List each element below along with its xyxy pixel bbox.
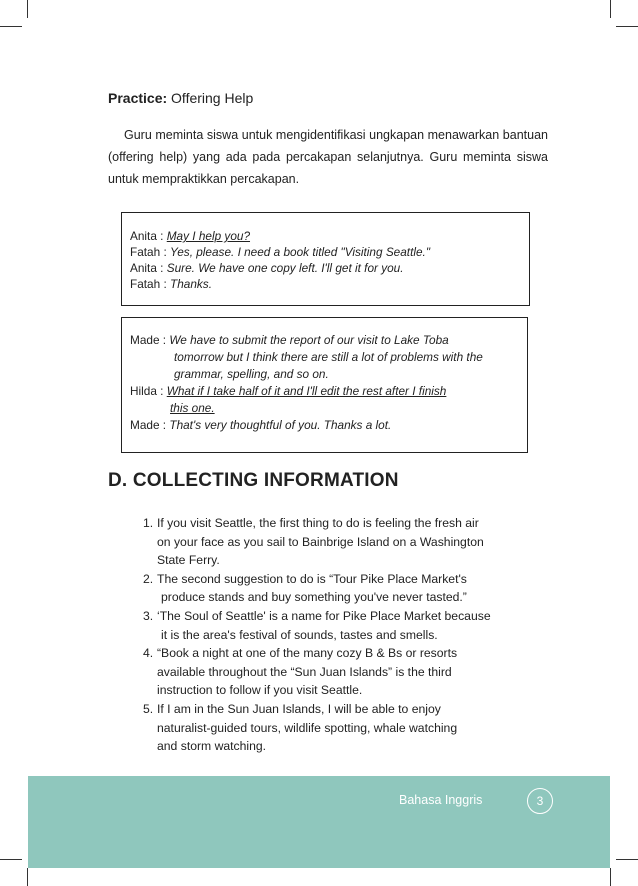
item-number: 5. bbox=[143, 701, 154, 716]
speaker: Fatah : bbox=[130, 277, 167, 291]
list-item bbox=[143, 700, 543, 756]
speech: Yes, please. I need a book titled "Visiting Seattle." bbox=[170, 245, 431, 259]
speech-continued: tomorrow but I think there are still a lot of problems with the bbox=[174, 350, 483, 364]
speaker: Hilda : bbox=[130, 384, 164, 398]
item-line: and storm watching. bbox=[157, 739, 267, 754]
item-line: naturalist-guided tours, wildlife spotting, whale watching bbox=[157, 720, 458, 735]
item-line: “Book a night at one of the many cozy B & Bs or resorts bbox=[157, 646, 458, 661]
list-item bbox=[143, 514, 543, 570]
crop-mark bbox=[616, 26, 638, 27]
crop-mark bbox=[0, 859, 22, 860]
speaker: Made : bbox=[130, 333, 167, 347]
item-line: ‘The Soul of Seattle' is a name for Pike Place Market because bbox=[157, 608, 491, 623]
practice-title bbox=[108, 90, 253, 106]
list-item bbox=[143, 644, 543, 700]
dialog-box-2 bbox=[121, 317, 528, 453]
dialog-line bbox=[130, 332, 449, 349]
crop-mark bbox=[610, 868, 611, 886]
item-line: on your face as you sail to Bainbrige Island on a Washington bbox=[157, 534, 484, 549]
speaker: Anita : bbox=[130, 261, 164, 275]
item-line: instruction to follow if you visit Seattle. bbox=[157, 683, 363, 698]
item-line: State Ferry. bbox=[157, 553, 220, 568]
crop-mark bbox=[616, 859, 638, 860]
dialog-box-1 bbox=[121, 212, 530, 306]
item-line: If I am in the Sun Juan Islands, I will be able to enjoy bbox=[157, 701, 441, 716]
practice-topic: Offering Help bbox=[171, 90, 254, 106]
item-line: produce stands and buy something you've never tasted.” bbox=[161, 590, 467, 605]
speech: That's very thoughtful of you. Thanks a lot. bbox=[169, 418, 392, 432]
item-line: it is the area's festival of sounds, tastes and smells. bbox=[161, 627, 438, 642]
dialog-line bbox=[130, 244, 430, 261]
crop-mark bbox=[610, 0, 611, 18]
speech: What if I take half of it and I'll edit the rest after I finish bbox=[166, 384, 447, 398]
item-number: 2. bbox=[143, 571, 154, 586]
information-list bbox=[143, 514, 543, 756]
item-line: available throughout the “Sun Juan Islands” is the third bbox=[157, 664, 452, 679]
dialog-line bbox=[130, 383, 446, 400]
crop-mark bbox=[27, 868, 28, 886]
item-number: 3. bbox=[143, 608, 154, 623]
list-item bbox=[143, 570, 543, 607]
speech: May I help you? bbox=[166, 229, 251, 243]
book-title: Bahasa Inggris bbox=[399, 793, 483, 807]
speaker: Anita : bbox=[130, 229, 164, 243]
practice-instruction: Guru meminta siswa untuk mengidentifikasi ungkapan menawarkan bantuan (offering help) yang ada pada percakapan selanjutnya. Guru meminta siswa untuk mempraktikkan percakapan. bbox=[108, 128, 548, 186]
speech: We have to submit the report of our visit to Lake Toba bbox=[169, 333, 449, 347]
practice-label: Practice: bbox=[108, 90, 168, 106]
page-number: 3 bbox=[527, 788, 553, 814]
speaker: Made : bbox=[130, 418, 167, 432]
list-item bbox=[143, 607, 543, 644]
item-number: 4. bbox=[143, 646, 154, 661]
speaker: Fatah : bbox=[130, 245, 167, 259]
dialog-line bbox=[130, 228, 250, 245]
crop-mark bbox=[0, 26, 22, 27]
item-line: The second suggestion to do is “Tour Pike Place Market's bbox=[157, 571, 467, 586]
speech-continued: grammar, spelling, and so on. bbox=[174, 367, 329, 381]
dialog-line bbox=[130, 417, 391, 434]
item-number: 1. bbox=[143, 516, 154, 530]
section-heading: D. COLLECTING INFORMATION bbox=[108, 470, 399, 491]
dialog-line bbox=[130, 260, 404, 277]
speech: Sure. We have one copy left. I'll get it for you. bbox=[166, 261, 404, 275]
page-footer bbox=[28, 776, 610, 868]
crop-mark bbox=[27, 0, 28, 18]
item-line: If you visit Seattle, the first thing to do is feeling the fresh air bbox=[157, 516, 479, 530]
dialog-line bbox=[130, 276, 212, 293]
speech: Thanks. bbox=[170, 277, 212, 291]
speech-continued: this one. bbox=[170, 401, 215, 415]
